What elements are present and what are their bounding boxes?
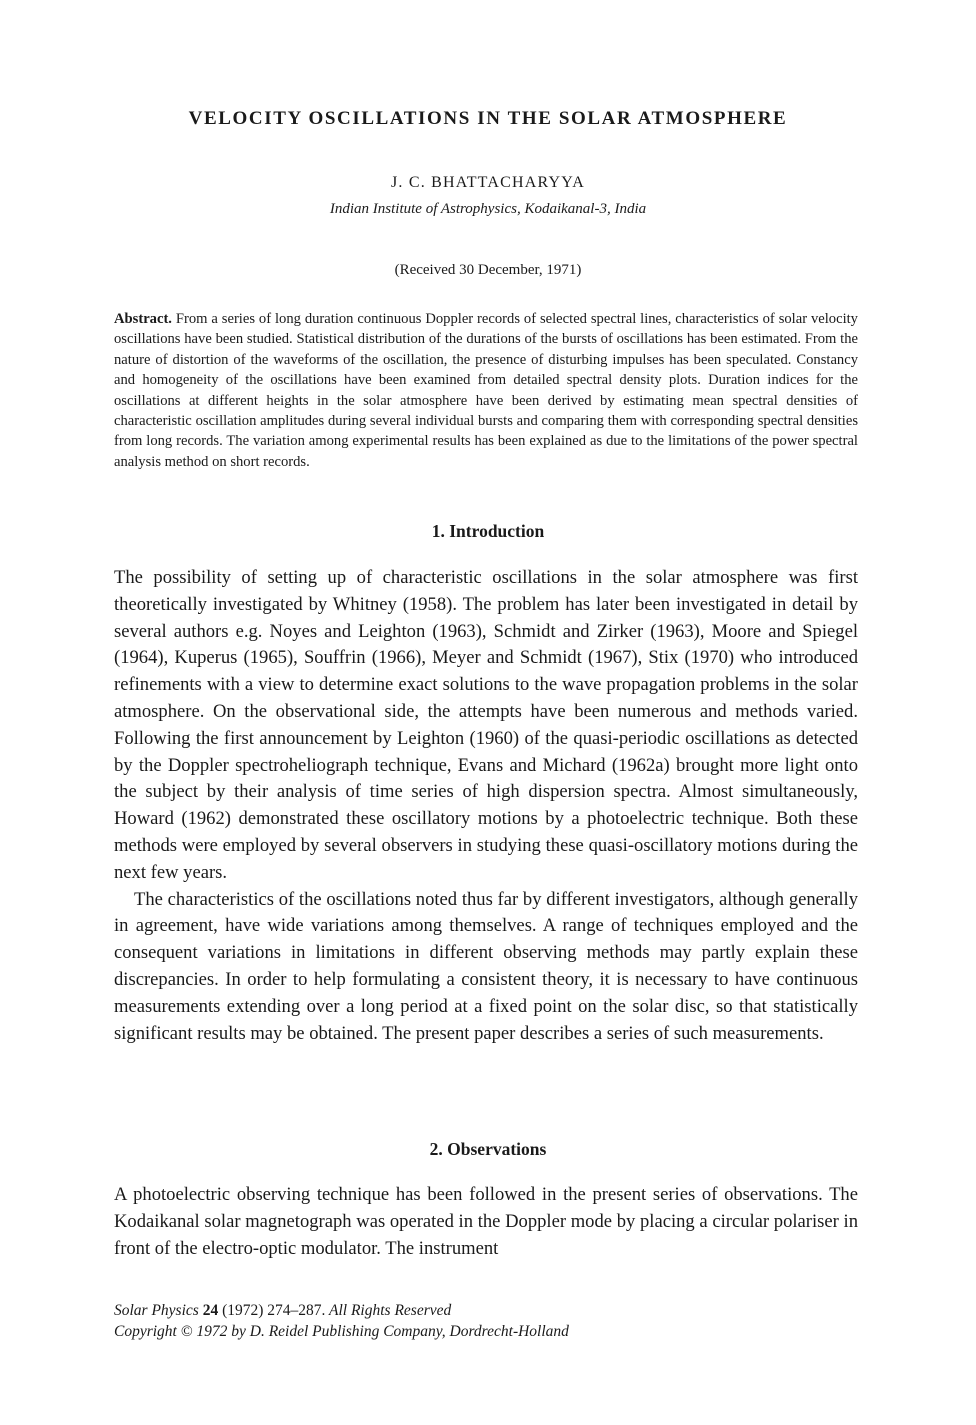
observations-body: [114, 1182, 858, 1262]
author-affiliation: Indian Institute of Astrophysics, Kodaikanal-3, India: [329, 201, 647, 217]
author-name: J. C. BHATTACHARYYA: [391, 174, 585, 191]
observations-paragraph-1: A photoelectric observing technique has been followed in the present series of observations. The Kodaikanal solar magnetograph was operated in the Doppler mode by placing a circular polariser in front of the electro-optic modulator. The instrument: [114, 1184, 858, 1259]
abstract: [114, 309, 858, 472]
journal-volume: 24: [202, 1302, 219, 1319]
journal-name: Solar Physics: [114, 1302, 199, 1319]
introduction-paragraph-1: The possibility of setting up of characteristic oscillations in the solar atmosphere was first theoretically investigated by Whitney (1958). The problem has later been investigated in detail by several authors e.g. Noyes and Leighton (1963), Schmidt and Zirker (1963), Moore and Spiegel (1964), Kuperus (1965), Souffrin (1966), Meyer and Schmidt (1967), Stix (1970) who introduced refinements with a view to determine exact solutions to the wave propagation problems in the solar atmosphere. On the observational side, the attempts have been numerous and methods varied. Following the first announcement by Leighton (1960) of the quasi-periodic oscillations as detected by the Doppler spectroheliograph technique, Evans and Michard (1962a) brought more light onto the subject by their analysis of time series of high dispersion spectra. Almost simultaneously, Howard (1962) demonstrated these oscillatory motions by a photoelectric technique. Both these methods were employed by several observers in studying these quasi-oscillatory motions during the next few years.: [114, 567, 858, 883]
introduction-body: [114, 565, 858, 1047]
section-heading-introduction: 1. Introduction: [431, 521, 545, 541]
paper-title: VELOCITY OSCILLATIONS IN THE SOLAR ATMOSPHERE: [188, 108, 788, 129]
rights-statement: All Rights Reserved: [329, 1302, 452, 1319]
received-date: (Received 30 December, 1971): [394, 262, 582, 278]
copyright-line: Copyright © 1972 by D. Reidel Publishing Company, Dordrecht-Holland: [114, 1323, 569, 1340]
abstract-text: From a series of long duration continuous Doppler records of selected spectral lines, characteristics of solar velocity oscillations have been studied. Statistical distribution of the durations of the bursts of oscillations has been estimated. From the nature of distortion of the waveforms of the oscillation, the presence of disturbing impulses has been speculated. Constancy and homogeneity of the oscillations have been examined from detailed spectral density plots. Duration indices for the oscillations at different heights in the solar atmosphere have been derived by estimating mean spectral densities of characteristic oscillation amplitudes during several individual bursts and comparing them with corresponding spectral densities from long records. The variation among experimental results has been explained as due to the limitations of the power spectral analysis method on short records.: [114, 311, 858, 470]
section-heading-observations: 2. Observations: [429, 1139, 547, 1159]
page-footer: [114, 1300, 858, 1342]
journal-pages: (1972) 274–287.: [222, 1302, 326, 1319]
introduction-paragraph-2: The characteristics of the oscillations noted thus far by different investigators, although generally in agreement, have wide variations among themselves. A range of techniques employed and the consequent variations in limitations in different observing methods may partly explain these discrepancies. In order to help formulating a consistent theory, it is necessary to have continuous measurements extending over a long period at a fixed point on the solar disc, so that statistically significant results may be obtained. The present paper describes a series of such measurements.: [114, 888, 858, 1044]
abstract-label: Abstract.: [114, 311, 172, 327]
journal-citation: [114, 1300, 858, 1321]
